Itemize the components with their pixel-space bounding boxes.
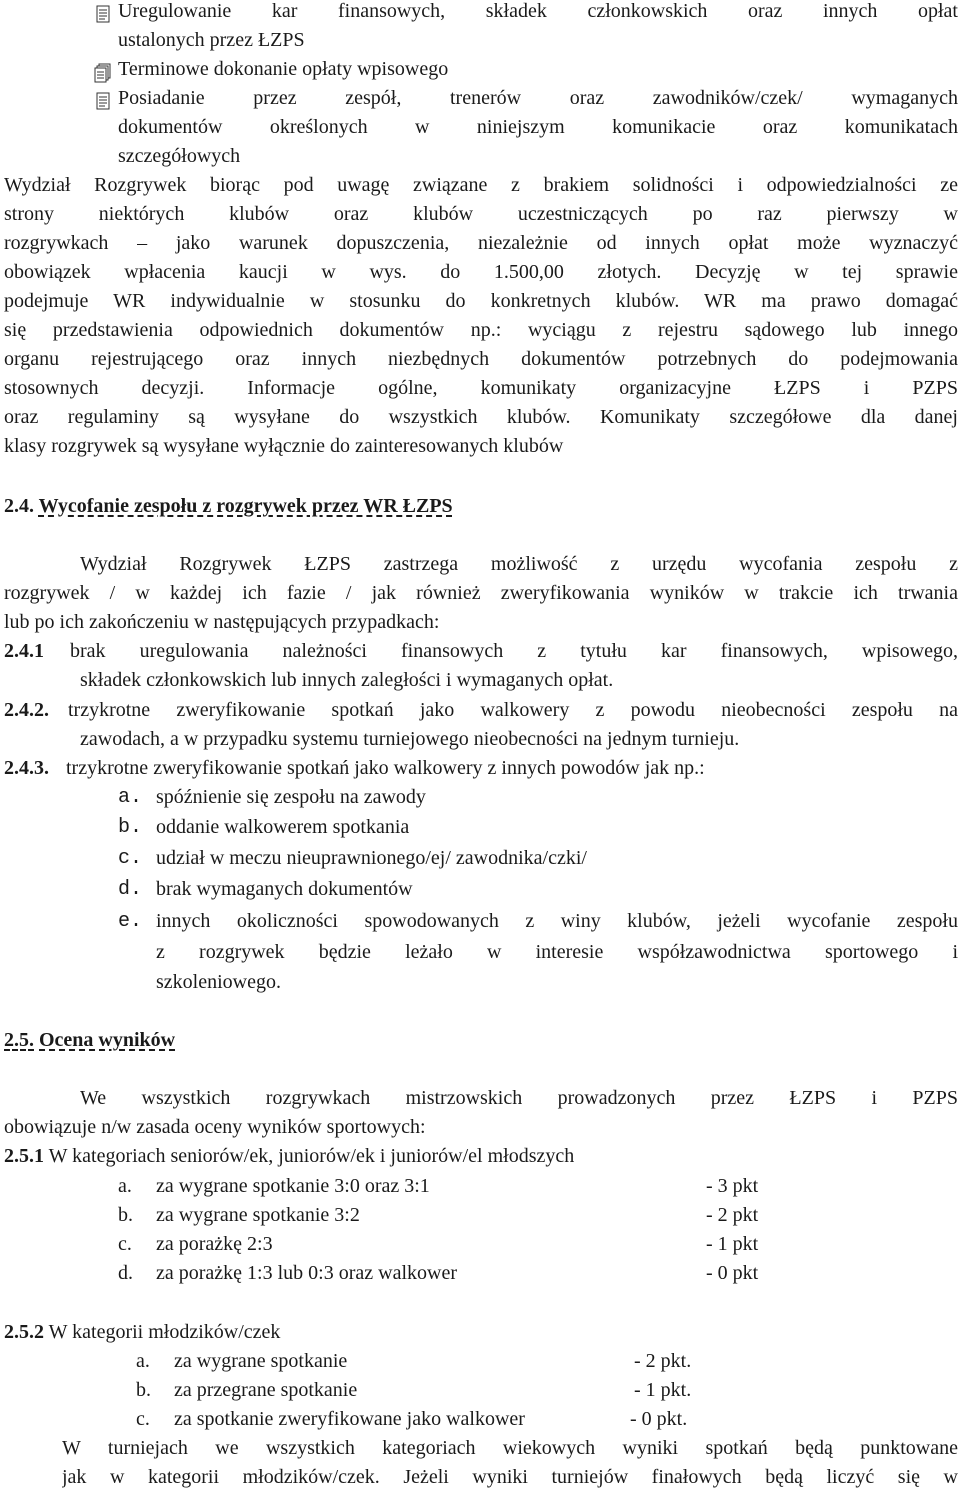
s1-item-a: za wygrane spotkanie 3:0 oraz 3:1 [156, 1175, 430, 1197]
document-icon [96, 5, 110, 23]
list-item-e-line-3: szkoleniowego. [156, 971, 281, 993]
s2-points-c: - 0 pkt. [630, 1408, 688, 1430]
s1-letter-d: d. [118, 1262, 133, 1284]
point-2-4-3-number: 2.4.3. [4, 757, 49, 779]
section-2-4-heading [4, 492, 453, 521]
s1-points-a: - 3 pkt [706, 1175, 759, 1197]
section-2-4-number: 2.4. [4, 495, 34, 517]
subsection-2-5-2-title: W kategorii młodzików/czek [48, 1321, 281, 1343]
list-letter-c: c. [118, 847, 143, 870]
point-2-4-2-line-1: trzykrotne zweryfikowanie spotkań jako walkowery z powodu nieobecności zespołu na [68, 699, 958, 721]
bullet-3-line-2: dokumentów określonych w niniejszym komunikacie oraz komunikatach [118, 116, 958, 138]
sec24-intro-line-1: Wydział Rozgrywek ŁZPS zastrzega możliwość z urzędu wycofania zespołu z [80, 553, 958, 575]
subsection-2-5-1 [4, 1142, 574, 1171]
s2-item-c: za spotkanie zweryfikowane jako walkower [174, 1408, 525, 1430]
subsection-2-5-2-number: 2.5.2 [4, 1321, 44, 1343]
s1-letter-b: b. [118, 1204, 133, 1226]
list-item-c: udział w meczu nieuprawnionego/ej/ zawodnika/czki/ [156, 847, 587, 869]
outro-line-2: jak w kategorii młodzików/czek. Jeżeli wyniki turniejów finałowych będą liczyć się w [62, 1466, 958, 1488]
s1-item-d: za porażkę 1:3 lub 0:3 oraz walkower [156, 1262, 457, 1284]
sec24-intro-line-3: lub po ich zakończeniu w następujących przypadkach: [4, 611, 440, 633]
s1-points-b: - 2 pkt [706, 1204, 759, 1226]
para1-line-10: klasy rozgrywek są wysyłane wyłącznie do zainteresowanych klubów [4, 435, 564, 457]
sec25-intro-line-2: obowiązuje n/w zasada oceny wyników sportowych: [4, 1116, 426, 1138]
document-icon [96, 92, 110, 110]
subsection-2-5-2 [4, 1318, 280, 1347]
para1-line-5: podejmuje WR indywidualnie w stosunku do konkretnych klubów. WR ma prawo domagać [4, 290, 958, 312]
point-2-4-2-number: 2.4.2. [4, 699, 49, 721]
s2-letter-c: c. [136, 1408, 150, 1430]
point-2-4-3-line-1: trzykrotne zweryfikowanie spotkań jako walkowery z innych powodów jak np.: [66, 757, 705, 779]
subsection-2-5-1-number: 2.5.1 [4, 1145, 44, 1167]
s2-points-b: - 1 pkt. [634, 1379, 692, 1401]
section-2-5-number: 2.5. [4, 1029, 34, 1051]
s1-points-d: - 0 pkt [706, 1262, 759, 1284]
bullet-1-line-1: Uregulowanie kar finansowych, składek członkowskich oraz innych opłat [118, 0, 958, 22]
s1-points-c: - 1 pkt [706, 1233, 759, 1255]
section-2-4-title: Wycofanie zespołu z rozgrywek przez WR ŁZPS [38, 495, 453, 517]
point-2-4-2-line-2: zawodach, a w przypadku systemu turniejowego nieobecności na jednym turnieju. [80, 728, 740, 750]
sec24-intro-line-2: rozgrywek / w każdej ich fazie / jak również zweryfikowania wyników w trakcie ich trwania [4, 582, 958, 604]
list-item-e-line-2: z rozgrywek będzie leżało w interesie współzawodnictwa sportowego i [156, 941, 958, 963]
point-2-4-1-line-2: składek członkowskich lub innych zaległości i wymaganych opłat. [80, 669, 614, 691]
sec25-intro-line-1: We wszystkich rozgrywkach mistrzowskich prowadzonych przez ŁZPS i PZPS [80, 1087, 958, 1109]
bullet-1-line-2: ustalonych przez ŁZPS [118, 29, 305, 51]
s2-item-b: za przegrane spotkanie [174, 1379, 358, 1401]
list-item-d: brak wymaganych dokumentów [156, 878, 413, 900]
s2-item-a: za wygrane spotkanie [174, 1350, 348, 1372]
s1-item-c: za porażkę 2:3 [156, 1233, 273, 1255]
subsection-2-5-1-title: W kategoriach seniorów/ek, juniorów/ek i juniorów/el młodszych [48, 1145, 575, 1167]
list-letter-d: d. [118, 878, 143, 901]
s1-letter-c: c. [118, 1233, 132, 1255]
bullet-3-line-1: Posiadanie przez zespół, trenerów oraz zawodników/czek/ wymaganych [118, 87, 958, 109]
s1-item-b: za wygrane spotkanie 3:2 [156, 1204, 360, 1226]
bullet-2-line-1: Terminowe dokonanie opłaty wpisowego [118, 58, 449, 80]
section-2-5-title: Ocena wyników [39, 1029, 176, 1051]
para1-line-9: oraz regulaminy są wysyłane do wszystkich klubów. Komunikaty szczegółowe dla danej [4, 406, 958, 428]
list-letter-e: e. [118, 910, 143, 933]
para1-line-1: Wydział Rozgrywek biorąc pod uwagę związane z brakiem solidności i odpowiedzialności ze [4, 174, 958, 196]
point-2-4-1-number: 2.4.1 [4, 640, 44, 662]
outro-line-1: W turniejach we wszystkich kategoriach wiekowych wyniki spotkań będą punktowane [62, 1437, 958, 1459]
s1-letter-a: a. [118, 1175, 132, 1197]
list-letter-b: b. [118, 816, 143, 839]
stacked-documents-icon [94, 63, 108, 81]
s2-letter-b: b. [136, 1379, 151, 1401]
list-item-b: oddanie walkowerem spotkania [156, 816, 410, 838]
s2-points-a: - 2 pkt. [634, 1350, 692, 1372]
bullet-3-line-3: szczegółowych [118, 145, 241, 167]
point-2-4-1-line-1: brak uregulowania należności finansowych z tytułu kar finansowych, wpisowego, [70, 640, 958, 662]
s2-letter-a: a. [136, 1350, 150, 1372]
section-2-5-heading [4, 1026, 175, 1055]
para1-line-8: stosownych decyzji. Informacje ogólne, komunikaty organizacyjne ŁZPS i PZPS [4, 377, 958, 399]
list-letter-a: a. [118, 786, 143, 809]
para1-line-3: rozgrywkach – jako warunek dopuszczenia, niezależnie od innych opłat może wyznaczyć [4, 232, 958, 254]
para1-line-4: obowiązek wpłacenia kaucji w wys. do 1.500,00 złotych. Decyzję w tej sprawie [4, 261, 958, 283]
para1-line-7: organu rejestrującego oraz innych niezbędnych dokumentów potrzebnych do podejmowania [4, 348, 958, 370]
list-item-a: spóźnienie się zespołu na zawody [156, 786, 426, 808]
list-item-e-line-1: innych okoliczności spowodowanych z winy klubów, jeżeli wycofanie zespołu [156, 910, 958, 932]
para1-line-6: się przedstawienia odpowiednich dokumentów np.: wyciągu z rejestru sądowego lub innego [4, 319, 958, 341]
para1-line-2: strony niektórych klubów oraz klubów uczestniczących po raz pierwszy w [4, 203, 958, 225]
